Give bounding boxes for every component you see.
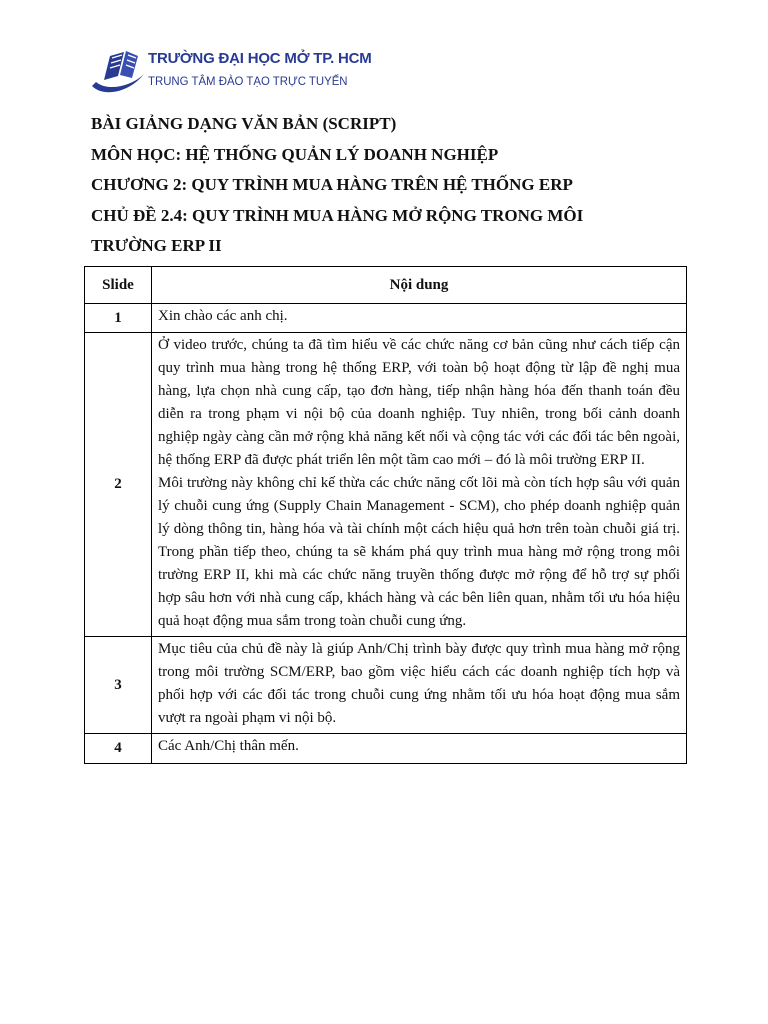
table-row	[85, 734, 687, 764]
slide-content	[152, 304, 687, 333]
heading-topic-continued: TRƯỜNG ERP II	[91, 236, 222, 255]
column-header-content: Nội dung	[152, 267, 687, 304]
slide-content	[152, 333, 687, 637]
slide-number: 1	[85, 304, 152, 333]
heading-topic: CHỦ ĐỀ 2.4: QUY TRÌNH MUA HÀNG MỞ RỘNG TRONG MÔI	[91, 205, 584, 225]
content-paragraph: Xin chào các anh chị.	[158, 308, 288, 324]
table-row	[85, 304, 687, 333]
open-book-swoosh-icon	[90, 44, 146, 96]
table-row	[85, 637, 687, 734]
slide-content	[152, 637, 687, 734]
document-headings	[91, 109, 691, 262]
slide-number: 3	[85, 637, 152, 734]
logo-university-name: TRƯỜNG ĐẠI HỌC MỞ TP. HCM	[148, 50, 372, 67]
heading-course: MÔN HỌC: HỆ THỐNG QUẢN LÝ DOANH NGHIỆP	[91, 144, 499, 164]
content-paragraph: Môi trường này không chỉ kế thừa các chức năng cốt lõi mà còn tích hợp sâu với quản lý chuỗi cung ứng (Supply Chain Management - SCM), cho phép doanh nghiệp quản lý dòng thông tin, hàng hóa và tài chính một cách hiệu quả hơn trên toàn chuỗi giá trị. Trong phần tiếp theo, chúng ta sẽ khám phá quy trình mua hàng mở rộng trong môi trường ERP II, khi mà các chức năng truyền thống được mở rộng để hỗ trợ sự phối hợp sâu hơn với nhà cung cấp, khách hàng và các bên liên quan, nhằm tối ưu hóa hiệu quả hoạt động mua sắm trong toàn chuỗi cung ứng.	[158, 475, 680, 629]
content-paragraph: Ở video trước, chúng ta đã tìm hiểu về các chức năng cơ bản cũng như cách tiếp cận quy trình mua hàng trong hệ thống ERP, với toàn bộ hoạt động từ lập đề nghị mua hàng, lựa chọn nhà cung cấp, tạo đơn hàng, tiếp nhận hàng hóa đến thanh toán đều diễn ra trong phạm vi nội bộ của doanh nghiệp. Tuy nhiên, trong bối cảnh doanh nghiệp ngày càng cần mở rộng khả năng kết nối và cộng tác với các đối tác bên ngoài, hệ thống ERP đã được phát triển lên một tầm cao mới – đó là môi trường ERP II.	[158, 337, 680, 468]
column-header-slide: Slide	[85, 267, 152, 304]
slide-content	[152, 734, 687, 764]
content-paragraph: Mục tiêu của chủ đề này là giúp Anh/Chị trình bày được quy trình mua hàng mở rộng trong môi trường SCM/ERP, bao gồm việc hiểu cách các doanh nghiệp tích hợp và phối hợp với các đối tác trong chuỗi cung ứng nhằm tối ưu hóa hoạt động mua sắm vượt ra ngoài phạm vi nội bộ.	[158, 641, 680, 726]
heading-chapter: CHƯƠNG 2: QUY TRÌNH MUA HÀNG TRÊN HỆ THỐNG ERP	[91, 175, 573, 194]
heading-script-title: BÀI GIẢNG DẠNG VĂN BẢN (SCRIPT)	[91, 114, 397, 133]
table-row	[85, 333, 687, 637]
slide-number: 2	[85, 333, 152, 637]
script-table	[84, 266, 687, 764]
slide-number: 4	[85, 734, 152, 764]
university-logo	[90, 44, 372, 96]
table-header-row	[85, 267, 687, 304]
logo-center-name: TRUNG TÂM ĐÀO TẠO TRỰC TUYẾN	[148, 74, 348, 88]
content-paragraph: Các Anh/Chị thân mến.	[158, 738, 299, 754]
